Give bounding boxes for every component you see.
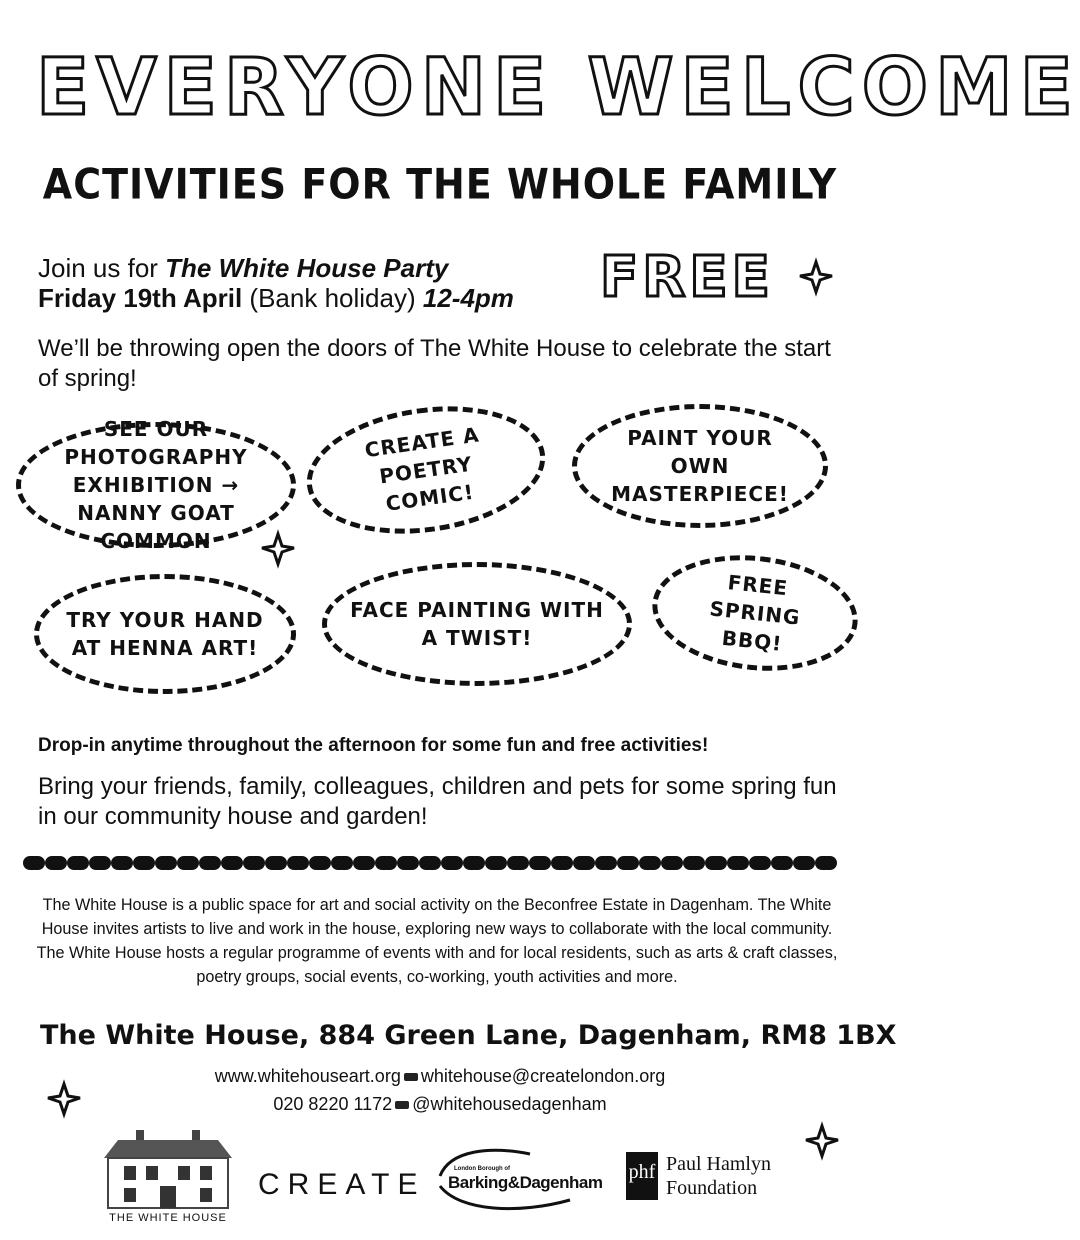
event-name: The White House Party xyxy=(165,253,449,283)
sparkle-icon xyxy=(802,1120,842,1160)
headline: EVERYONE WELCOME xyxy=(36,43,1080,133)
email-link[interactable]: whitehouse@createlondon.org xyxy=(420,1066,666,1086)
about-paragraph: The White House is a public space for art and social activity on the Beconfree Estate in Dagenham. The White House invites artists to live and work in the house, exploring new ways to collaborate with the local community. The White House hosts a regular programme of events with and for local residents, such as arts & craft classes, poetry groups, social events, co-working, youth activities and more. xyxy=(36,896,838,986)
contact-line-2 xyxy=(40,1094,840,1115)
phf-logo-text xyxy=(666,1152,771,1200)
subheadline: ACTIVITIES FOR THE WHOLE FAMILY xyxy=(42,159,838,209)
dropin-note: Drop-in anytime throughout the afternoon for some fun and free activities! xyxy=(38,735,709,756)
activity-bubble-face-painting: FACE PAINTING WITH A TWIST! xyxy=(322,562,632,686)
activity-bubble-poetry-comic: CREATE A POETRY COMIC! xyxy=(299,392,554,548)
activity-bubble-photography: SEE OUR PHOTOGRAPHY EXHIBITION → NANNY GOAT COMMON xyxy=(16,422,296,548)
intro-line-2 xyxy=(38,283,514,313)
phf-line-2: Foundation xyxy=(666,1177,758,1199)
white-house-logo-text: THE WHITE HOUSE xyxy=(109,1212,227,1224)
holiday-note: (Bank holiday) xyxy=(242,283,423,313)
contact-line-1 xyxy=(40,1066,840,1087)
sparkle-icon xyxy=(796,256,836,296)
event-time: 12-4pm xyxy=(422,283,514,313)
activity-bubble-bbq: FREE SPRING BBQ! xyxy=(647,546,864,681)
social-handle[interactable]: @whitehousedagenham xyxy=(412,1094,607,1114)
sparkle-icon xyxy=(44,1078,84,1118)
intro-line-1 xyxy=(38,253,448,283)
intro-prefix: Join us for xyxy=(38,253,166,283)
bd-logo-text: Barking&Dagenham xyxy=(448,1173,603,1192)
create-logo: CREATE xyxy=(258,1168,426,1201)
phf-logo-mark: phf xyxy=(626,1152,658,1200)
phf-line-1: Paul Hamlyn xyxy=(666,1153,771,1175)
website-link[interactable]: www.whitehouseart.org xyxy=(214,1066,401,1086)
separator-icon xyxy=(395,1101,409,1109)
address: The White House, 884 Green Lane, Dagenham, RM8 1BX xyxy=(40,1020,897,1051)
sparkle-icon xyxy=(258,528,298,568)
bring-paragraph: Bring your friends, family, colleagues, children and pets for some spring fun in our community house and garden! xyxy=(38,773,837,830)
phone-number: 020 8220 1172 xyxy=(273,1094,393,1114)
activity-bubble-henna: TRY YOUR HAND AT HENNA ART! xyxy=(34,574,296,694)
free-badge: FREE xyxy=(600,245,774,310)
separator-icon xyxy=(404,1073,418,1081)
activity-bubble-masterpiece: PAINT YOUR OWN MASTERPIECE! xyxy=(572,404,828,528)
bd-logo-small-text: London Borough of xyxy=(454,1166,510,1172)
event-date: Friday 19th April xyxy=(38,283,243,313)
intro-paragraph: We’ll be throwing open the doors of The White House to celebrate the start of spring! xyxy=(38,335,831,392)
dashed-divider xyxy=(26,852,848,874)
